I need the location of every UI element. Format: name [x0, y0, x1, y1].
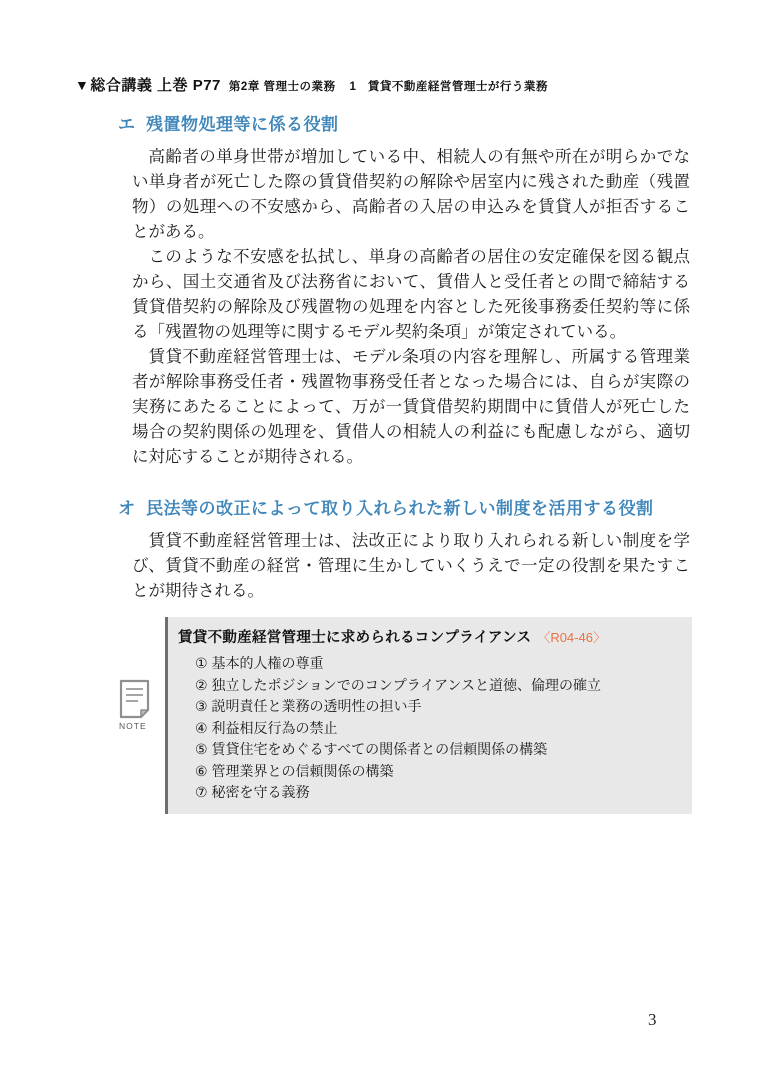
running-head — [75, 74, 548, 95]
paragraph: 高齢者の単身世帯が増加している中、相続人の有無や所在が明らかでない単身者が死亡した際の賃貸借契約の解除や居室内に残された動産（残置物）の処理への不安感から、高齢者の入居の申込みを賃貸人が拒否することがある。 — [132, 147, 690, 241]
section-label: エ — [118, 115, 135, 134]
note-item: ① 基本的人権の尊重 — [195, 655, 324, 671]
note-document-icon — [118, 679, 151, 719]
section-heading — [118, 112, 692, 138]
section-minpo-kaisei — [118, 496, 692, 603]
header-chapter: 第2章 管理士の業務 — [228, 81, 336, 93]
note-item: ⑤ 賃貸住宅をめぐるすべての関係者との信頼関係の構築 — [195, 741, 548, 757]
note-item: ⑦ 秘密を守る義務 — [195, 784, 310, 800]
note-gutter — [118, 617, 165, 814]
note-item: ② 独立したポジションでのコンプライアンスと道徳、倫理の確立 — [195, 676, 601, 693]
triangle-marker-icon: ▼ — [75, 77, 90, 93]
header-section-number: 1 — [349, 81, 356, 93]
note-item: ③ 説明責任と業務の透明性の担い手 — [195, 698, 422, 714]
note-title-line — [178, 626, 680, 650]
note-icon-label: NOTE — [119, 721, 147, 731]
note-item-list — [178, 653, 680, 804]
section-heading-text: 残置物処理等に係る役割 — [146, 115, 339, 134]
header-section-title: 賃貸不動産経営管理士が行う業務 — [367, 81, 548, 93]
note-item: ⑥ 管理業界との信頼関係の構築 — [195, 762, 394, 779]
note-title: 賃貸不動産経営管理士に求められるコンプライアンス — [178, 630, 532, 646]
section-body — [132, 528, 690, 603]
note-item: ④ 利益相反行為の禁止 — [195, 719, 338, 736]
exam-reference-badge: 〈R04-46〉 — [537, 630, 606, 645]
note-callout — [118, 617, 692, 814]
section-body — [132, 144, 690, 469]
section-heading — [118, 496, 692, 522]
header-course-title-text: 総合講義 上巻 P77 — [90, 77, 221, 94]
paragraph: このような不安感を払拭し、単身の高齢者の居住の安定確保を図る観点から、国土交通省及び法務省において、賃借人と受任者との間で締結する賃貸借契約の解除及び残置物の処理を内容とした死後事務委任契約等に係る「残置物の処理等に関するモデル契約条項」が策定されている。 — [132, 247, 690, 341]
section-zanchibutsu — [118, 112, 692, 469]
section-heading-text: 民法等の改正によって取り入れられた新しい制度を活用する役割 — [146, 499, 654, 518]
paragraph: 賃貸不動産経営管理士は、法改正により取り入れられる新しい制度を学び、賃貸不動産の経営・管理に生かしていくうえで一定の役割を果たすことが期待される。 — [132, 531, 690, 600]
note-box — [165, 617, 692, 814]
section-label: オ — [118, 499, 135, 518]
header-course-title — [75, 74, 221, 95]
page-number: 3 — [648, 1010, 657, 1029]
main-content — [118, 112, 692, 814]
paragraph: 賃貸不動産経営管理士は、モデル条項の内容を理解し、所属する管理業者が解除事務受任者・残置物事務受任者となった場合には、自らが実際の実務にあたることによって、万が一賃貸借契約期間中に賃借人が死亡した場合の契約関係の処理を、賃借人の相続人の利益にも配慮しながら、適切に対応することが期待される。 — [132, 347, 690, 466]
